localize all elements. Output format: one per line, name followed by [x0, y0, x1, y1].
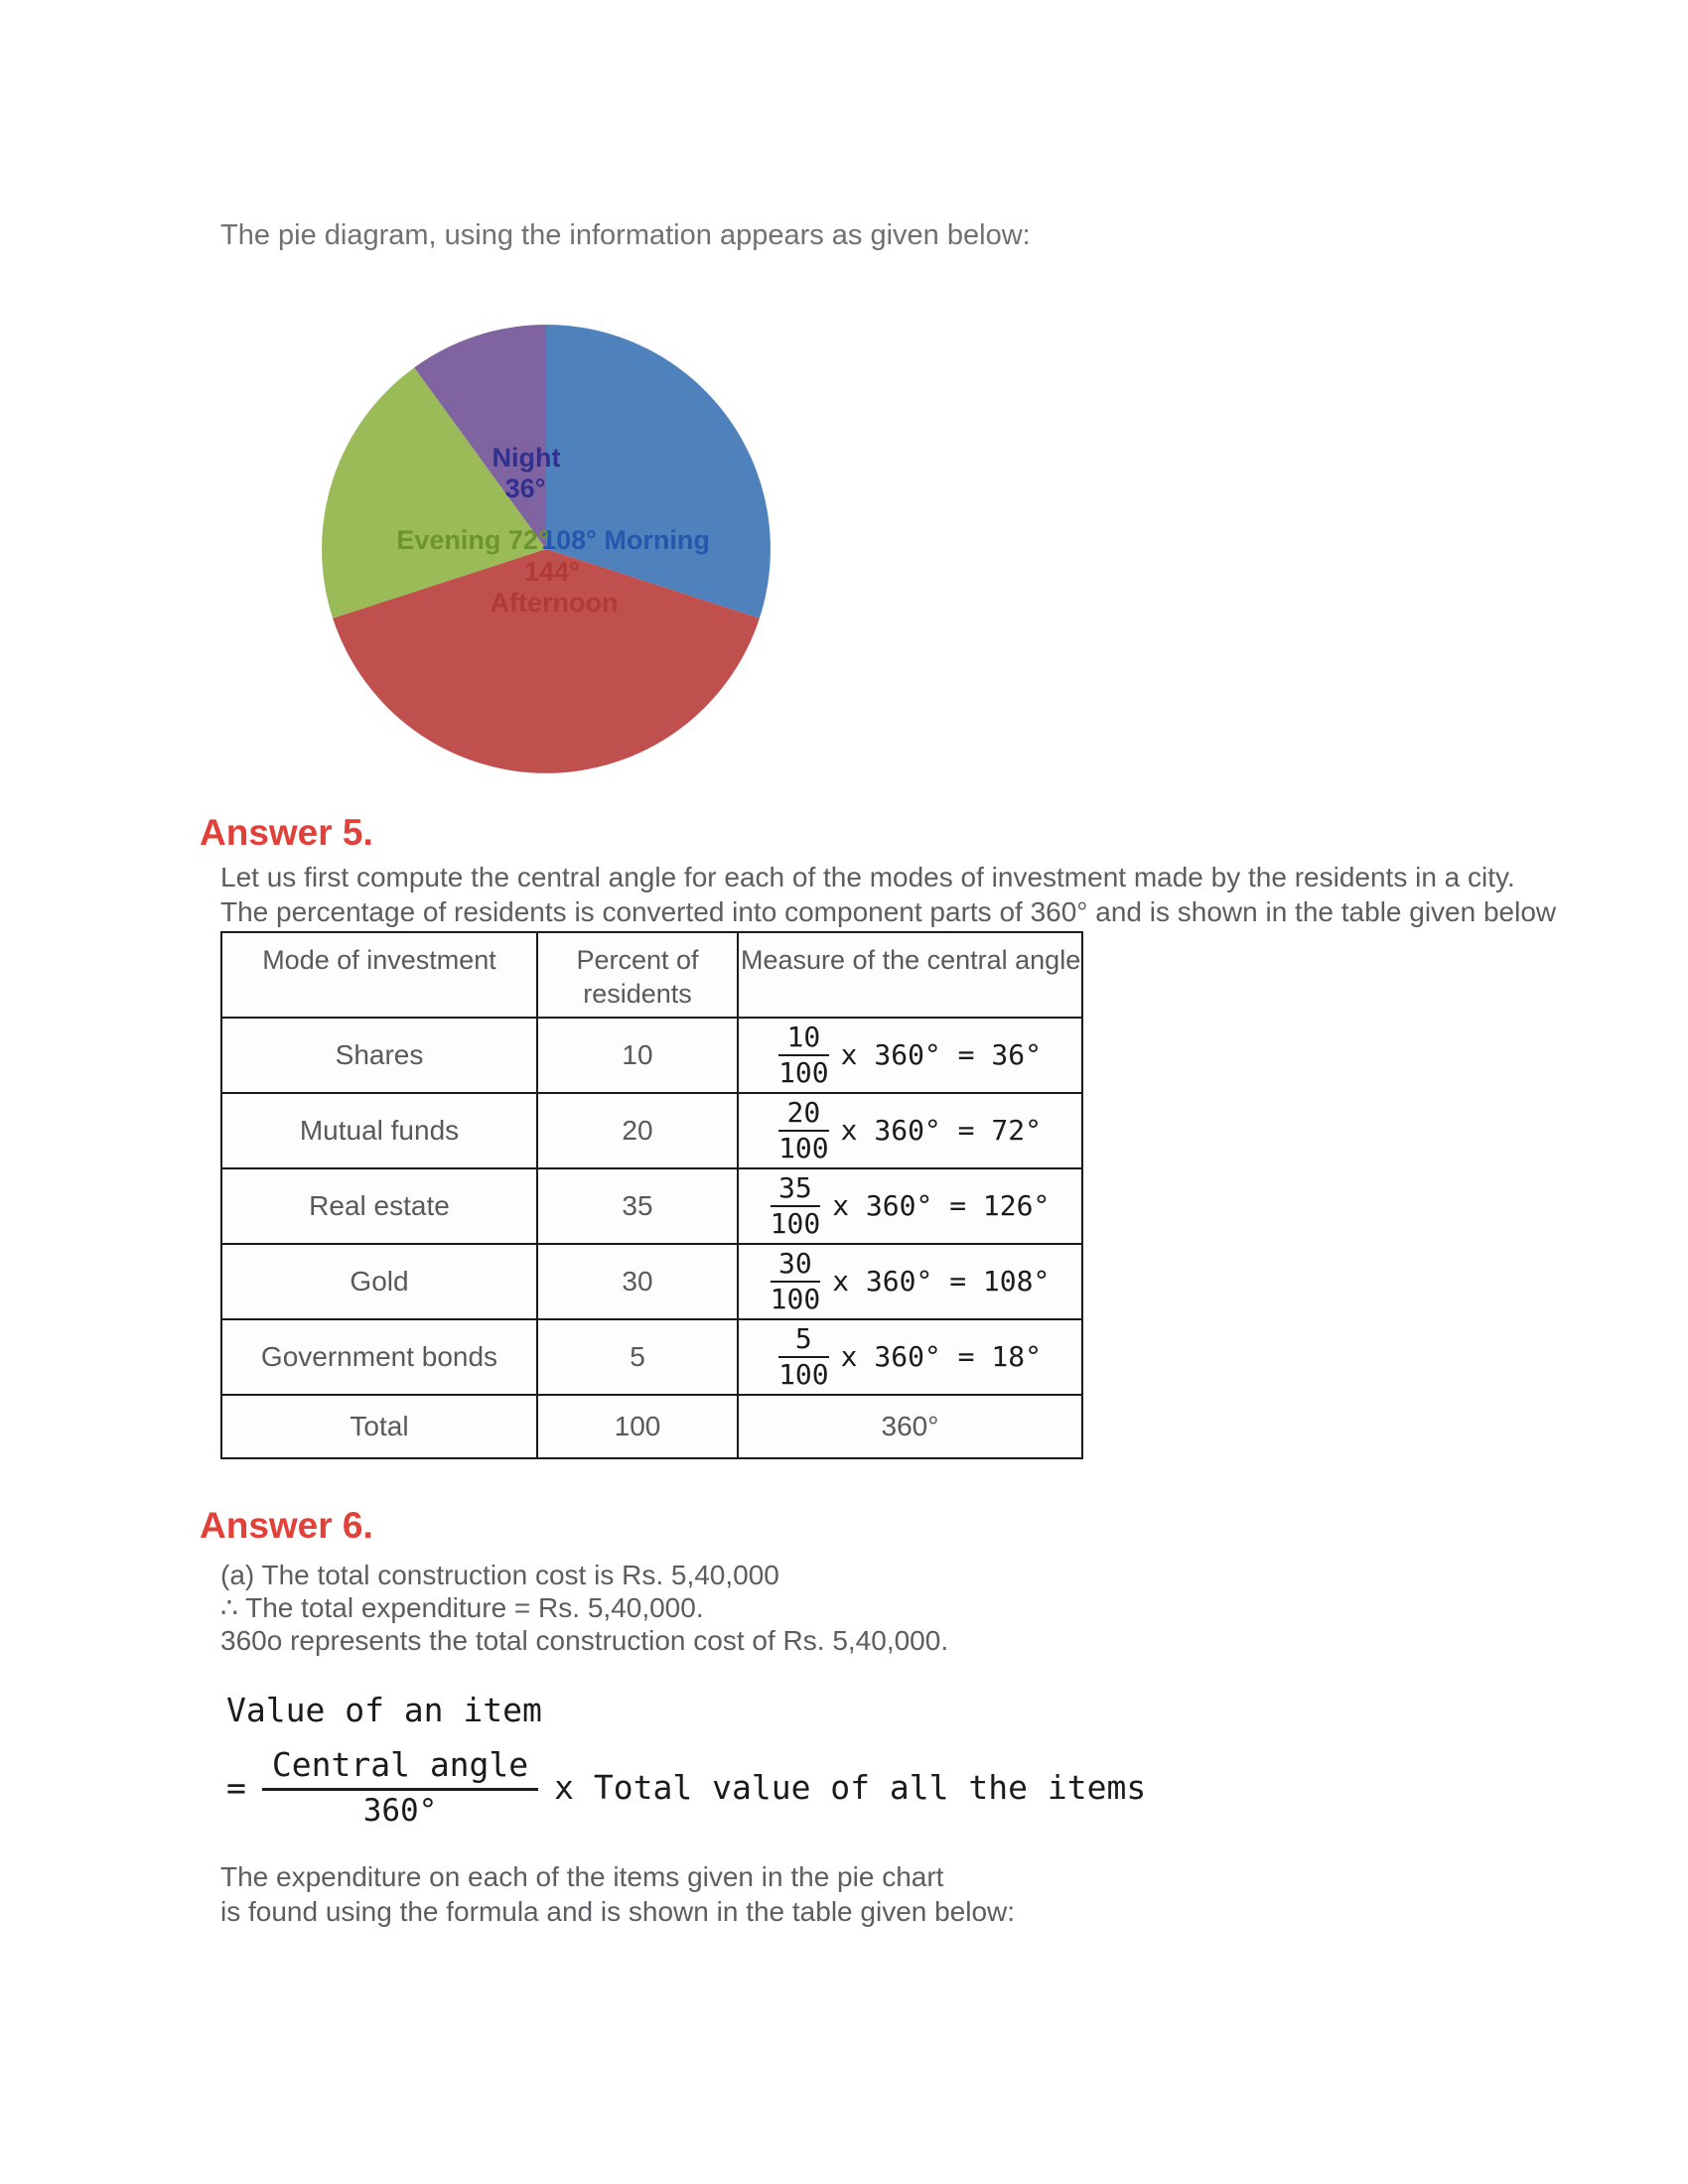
- cell-mode: Mutual funds: [221, 1093, 537, 1168]
- pie-label-night-1: 36°: [504, 474, 546, 503]
- fraction-numerator: 20: [778, 1098, 829, 1132]
- answer6-text-line-2: ∴ The total expenditure = Rs. 5,40,000.: [220, 1592, 704, 1623]
- cell-mode: Shares: [221, 1018, 537, 1093]
- cell-mode: Gold: [221, 1244, 537, 1319]
- formula-denominator: 360°: [362, 1793, 438, 1829]
- table-row-5: [221, 1319, 1082, 1395]
- cell-mode: Government bonds: [221, 1319, 537, 1395]
- fraction-denominator: 100: [778, 1056, 829, 1089]
- measure-expression: [741, 1098, 1079, 1163]
- fraction-numerator: 10: [778, 1023, 829, 1056]
- fraction: [778, 1023, 829, 1088]
- table-header-1: Mode of investment: [221, 932, 537, 1018]
- formula-equals: =: [226, 1767, 246, 1807]
- fraction-denominator: 100: [778, 1358, 829, 1391]
- table-total-row: [221, 1395, 1082, 1458]
- cell-total-label: Total: [221, 1395, 537, 1458]
- cell-total-percent: 100: [537, 1395, 738, 1458]
- table-row-2: [221, 1093, 1082, 1168]
- closing-line-2: is found using the formula and is shown in the table given below:: [220, 1896, 1016, 1927]
- pie-chart: [316, 319, 776, 779]
- measure-expression: [741, 1173, 1079, 1239]
- pie-label-night-0: Night: [492, 443, 561, 473]
- table-row-4: [221, 1244, 1082, 1319]
- table-header-row: [221, 932, 1082, 1018]
- cell-total-angle: 360°: [738, 1395, 1082, 1458]
- closing-line-1: The expenditure on each of the items given in the pie chart: [220, 1861, 944, 1892]
- intro-text: The pie diagram, using the information appears as given below:: [220, 219, 1031, 251]
- cell-measure: [738, 1093, 1082, 1168]
- expression-result: x 360° = 18°: [840, 1340, 1042, 1373]
- expression-result: x 360° = 126°: [832, 1189, 1051, 1222]
- cell-percent: 30: [537, 1244, 738, 1319]
- formula-row: [226, 1745, 1146, 1829]
- fraction: [778, 1324, 829, 1390]
- formula-lhs: Value of an item: [226, 1691, 542, 1729]
- measure-expression: [741, 1023, 1079, 1088]
- answer6-text-line-1: (a) The total construction cost is Rs. 5,40,000: [220, 1560, 779, 1590]
- central-angle-table: [220, 931, 1083, 1459]
- formula-fraction: [262, 1745, 538, 1829]
- cell-measure: [738, 1319, 1082, 1395]
- answer6-heading: Answer 6.: [200, 1505, 373, 1546]
- answer6-text-line-3: 360o represents the total construction cost of Rs. 5,40,000.: [220, 1625, 949, 1656]
- fraction-numerator: 30: [771, 1249, 821, 1283]
- answer5-heading: Answer 5.: [200, 812, 373, 853]
- measure-expression: [741, 1324, 1079, 1390]
- answer6-text: [220, 1559, 948, 1657]
- expression-result: x 360° = 72°: [840, 1114, 1042, 1147]
- fraction-numerator: 35: [771, 1173, 821, 1207]
- fraction: [771, 1173, 821, 1239]
- expression-result: x 360° = 36°: [840, 1038, 1042, 1071]
- fraction-numerator: 5: [778, 1324, 829, 1358]
- fraction-denominator: 100: [770, 1283, 821, 1315]
- pie-label-evening-0: Evening 72°: [396, 525, 549, 555]
- answer5-para-line-2: The percentage of residents is converted into component parts of 360° and is shown in the table given below: [220, 896, 1557, 927]
- cell-percent: 10: [537, 1018, 738, 1093]
- fraction: [771, 1249, 821, 1314]
- expression-result: x 360° = 108°: [832, 1265, 1051, 1297]
- answer5-paragraph: [220, 860, 1556, 929]
- table-header-3: Measure of the central angle: [738, 932, 1082, 1018]
- cell-percent: 35: [537, 1168, 738, 1244]
- table-row-3: [221, 1168, 1082, 1244]
- cell-percent: 5: [537, 1319, 738, 1395]
- pie-label-afternoon-1: Afternoon: [490, 588, 619, 617]
- value-formula: [226, 1691, 1146, 1829]
- fraction-denominator: 100: [778, 1132, 829, 1164]
- cell-measure: [738, 1244, 1082, 1319]
- table-header-2: Percent of residents: [537, 932, 738, 1018]
- closing-text: [220, 1859, 1015, 1929]
- fraction-denominator: 100: [770, 1207, 821, 1240]
- cell-percent: 20: [537, 1093, 738, 1168]
- formula-rhs: x Total value of all the items: [554, 1767, 1147, 1807]
- table-row-1: [221, 1018, 1082, 1093]
- fraction: [778, 1098, 829, 1163]
- answer5-para-line-1: Let us first compute the central angle for each of the modes of investment made by the residents in a city.: [220, 862, 1515, 892]
- pie-label-morning-0: 108° Morning: [541, 525, 710, 555]
- cell-mode: Real estate: [221, 1168, 537, 1244]
- formula-numerator: Central angle: [262, 1745, 538, 1791]
- cell-measure: [738, 1168, 1082, 1244]
- cell-measure: [738, 1018, 1082, 1093]
- pie-label-afternoon-0: 144°: [524, 557, 580, 587]
- measure-expression: [741, 1249, 1079, 1314]
